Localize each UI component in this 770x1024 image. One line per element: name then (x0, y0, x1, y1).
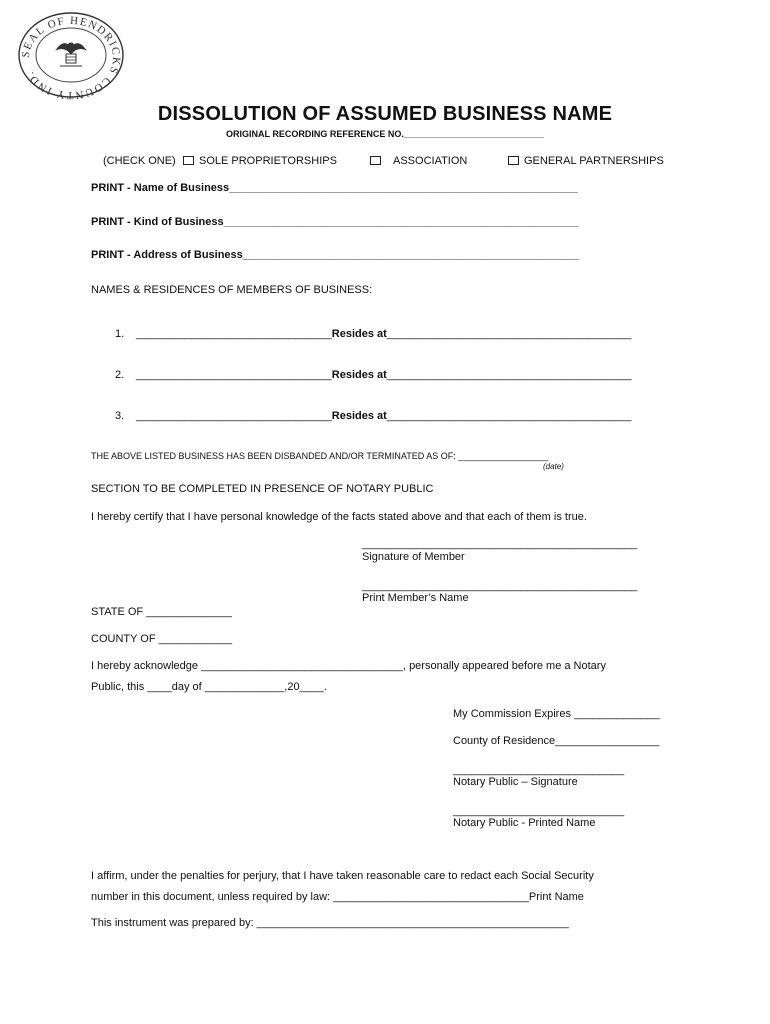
notary-signature-label: Notary Public – Signature (453, 776, 578, 788)
acknowledgement-line-2[interactable]: Public, this ____day of _____________,20____. (91, 681, 328, 693)
eagle-emblem (56, 43, 86, 66)
field-address-of-business[interactable]: PRINT - Address of Business_______________________________________________________ (91, 249, 580, 261)
county-seal (16, 10, 126, 100)
field-name-of-business[interactable]: PRINT - Name of Business_________________________________________________________ (91, 182, 578, 194)
county-field[interactable]: COUNTY OF ____________ (91, 633, 233, 645)
member-2-fields[interactable]: ________________________________Resides at________________________________________ (136, 369, 632, 381)
notary-signature-line[interactable]: ____________________________ (453, 764, 625, 776)
affirmation-line-2[interactable]: number in this document, unless required by law: ________________________________Print Name (91, 891, 584, 903)
disbanded-date-line[interactable]: THE ABOVE LISTED BUSINESS HAS BEEN DISBANDED AND/OR TERMINATED AS OF: __________________ (91, 451, 549, 461)
commission-expires-field[interactable]: My Commission Expires ______________ (453, 708, 660, 720)
notary-printed-name-label: Notary Public - Printed Name (453, 817, 596, 829)
document-title: DISSOLUTION OF ASSUMED BUSINESS NAME (157, 103, 613, 125)
member-signature-label: Signature of Member (362, 551, 465, 563)
reference-number-line: ORIGINAL RECORDING REFERENCE NO.____________________________ (226, 129, 544, 139)
seal-ring-text: SEAL OF HENDRICKS COUNTY IND. (19, 14, 123, 100)
member-print-name-line[interactable]: _____________________________________________ (362, 580, 638, 592)
member-3-fields[interactable]: ________________________________Resides at________________________________________ (136, 410, 632, 422)
member-signature-line[interactable]: _____________________________________________ (362, 538, 638, 550)
member-row-3: 3. (115, 410, 125, 422)
date-label: (date) (543, 462, 564, 471)
prepared-by-field[interactable]: This instrument was prepared by: ___________________________________________________ (91, 917, 569, 929)
state-field[interactable]: STATE OF ______________ (91, 606, 232, 618)
checkbox-sole-proprietorships[interactable] (183, 156, 194, 165)
checkbox-association[interactable] (370, 156, 381, 165)
member-row-1: 1. (115, 328, 125, 340)
option-general-partnerships[interactable]: GENERAL PARTNERSHIPS (508, 155, 664, 167)
member-1-fields[interactable]: ________________________________Resides at________________________________________ (136, 328, 632, 340)
notary-section-heading: SECTION TO BE COMPLETED IN PRESENCE OF NOTARY PUBLIC (91, 483, 434, 495)
check-one-prompt: (CHECK ONE) (103, 155, 176, 167)
acknowledgement-line-1[interactable]: I hereby acknowledge _________________________________, personally appeared before me a Notary (91, 660, 606, 672)
member-row-2: 2. (115, 369, 125, 381)
option-association[interactable]: ASSOCIATION (370, 155, 467, 167)
checkbox-general-partnerships[interactable] (508, 156, 519, 165)
member-print-name-label: Print Member’s Name (362, 592, 469, 604)
notary-printed-name-line[interactable]: ____________________________ (453, 805, 625, 817)
certify-statement: I hereby certify that I have personal knowledge of the facts stated above and that each of them is true. (91, 511, 587, 523)
members-heading: NAMES & RESIDENCES OF MEMBERS OF BUSINESS: (91, 284, 373, 296)
affirmation-line-1: I affirm, under the penalties for perjury, that I have taken reasonable care to redact each Social Security (91, 870, 594, 882)
field-kind-of-business[interactable]: PRINT - Kind of Business__________________________________________________________ (91, 216, 579, 228)
option-sole-proprietorships[interactable]: SOLE PROPRIETORSHIPS (183, 155, 337, 167)
county-of-residence-field[interactable]: County of Residence_________________ (453, 735, 660, 747)
